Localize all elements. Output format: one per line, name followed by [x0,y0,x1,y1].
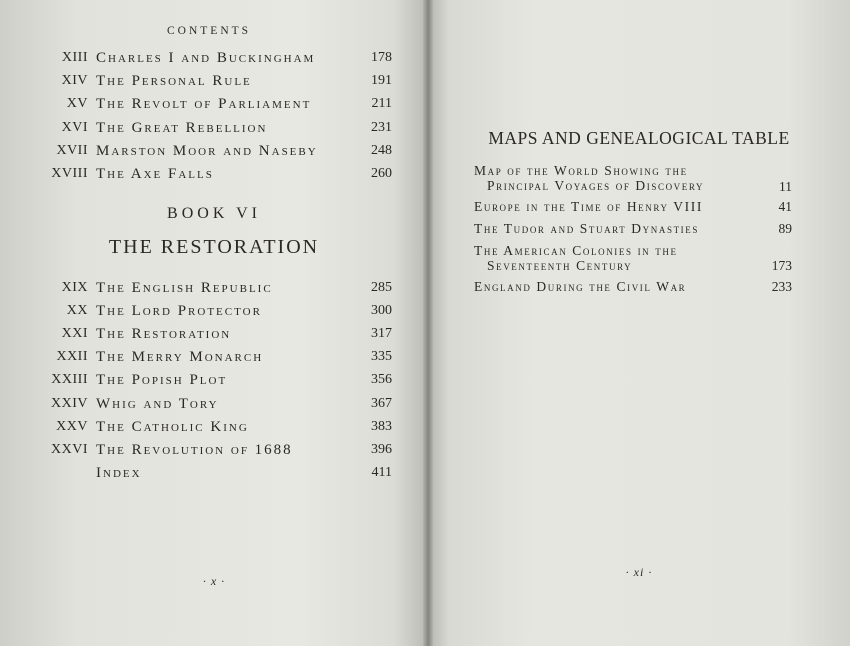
chapter-numeral: XV [66,96,88,112]
chapter-title: The Revolution of 1688 [96,441,293,458]
toc-entry [0,143,428,163]
chapter-title: The Revolt of Parliament [96,96,312,113]
map-title-line2: Seventeenth Century [487,258,633,273]
map-page: 173 [771,258,792,273]
chapter-numeral: XVI [61,119,88,135]
map-title-line2: Principal Voyages of Discovery [487,178,705,193]
toc-entry [0,50,428,70]
book-gutter [423,0,433,646]
toc-entry [0,326,428,346]
toc-entry [0,372,428,392]
chapter-page: 411 [371,464,392,480]
chapter-title: The English Republic [96,280,273,296]
chapter-title: The Restoration [96,326,232,343]
map-title-line1: Map of the World Showing the [474,163,688,178]
chapter-numeral: XXVI [51,441,88,457]
chapter-page: 191 [371,73,392,89]
chapter-page: 367 [371,395,392,411]
chapter-numeral: XX [66,303,88,319]
contents-header: CONTENTS [167,25,252,37]
toc-entry [0,442,428,462]
chapter-title: Whig and Tory [96,395,219,412]
chapter-page: 383 [371,418,392,434]
chapter-numeral: XXIII [51,372,88,388]
toc-entry [0,396,428,416]
chapter-title: Marston Moor and Naseby [96,142,318,159]
chapter-page: 211 [371,96,392,112]
map-page: 11 [779,179,792,194]
chapter-numeral: XXII [56,349,88,365]
chapter-page: 335 [371,349,392,365]
page-folio-left: · x · [202,574,226,588]
right-page [428,0,850,646]
toc-entry [0,349,428,369]
maps-heading: MAPS AND GENEALOGICAL TABLE [488,128,790,148]
chapter-page: 356 [371,372,392,388]
toc-entry [0,419,428,439]
chapter-page: 317 [371,326,392,342]
chapter-page: 260 [371,166,392,181]
map-title-line1: Europe in the Time of Henry VIII [474,199,703,214]
chapter-numeral: XXI [61,326,88,342]
toc-entry [0,465,428,485]
chapter-title: The Great Rebellion [96,119,268,136]
chapter-title: The Catholic King [96,418,249,435]
chapter-page: 178 [371,50,392,65]
chapter-numeral: XXIV [51,395,88,411]
toc-entry [0,96,428,116]
toc-entry [0,166,428,186]
page-folio-right: · xi · [625,565,653,579]
chapter-title: The Merry Monarch [96,349,264,366]
map-page: 89 [778,221,792,236]
chapter-title: The Axe Falls [96,166,214,182]
toc-entry [0,303,428,323]
chapter-page: 300 [371,303,392,319]
chapter-numeral: XVIII [51,166,88,181]
chapter-numeral: XXV [56,418,88,434]
chapter-title: The Lord Protector [96,303,262,320]
map-title-line1: The Tudor and Stuart Dynasties [474,221,699,236]
map-page: 41 [778,199,792,214]
book-heading: BOOK VI [167,205,261,222]
map-title-line1: The American Colonies in the [474,243,678,258]
chapter-numeral: XVII [56,142,88,158]
part-heading: THE RESTORATION [108,236,320,258]
chapter-title: Charles I and Buckingham [96,50,316,66]
chapter-title: The Popish Plot [96,372,228,389]
toc-entry [0,280,428,300]
chapter-page: 248 [371,142,392,158]
map-title-line1: England During the Civil War [474,279,687,294]
chapter-page: 285 [371,280,392,295]
chapter-numeral: XIX [61,280,88,295]
chapter-title: Index [96,464,142,481]
map-page: 233 [771,279,792,294]
chapter-page: 231 [371,119,392,135]
chapter-numeral: XIV [61,73,88,89]
chapter-numeral: XIII [61,50,88,65]
toc-entry [0,120,428,140]
toc-entry [0,73,428,93]
chapter-page: 396 [371,441,392,457]
chapter-title: The Personal Rule [96,73,252,90]
